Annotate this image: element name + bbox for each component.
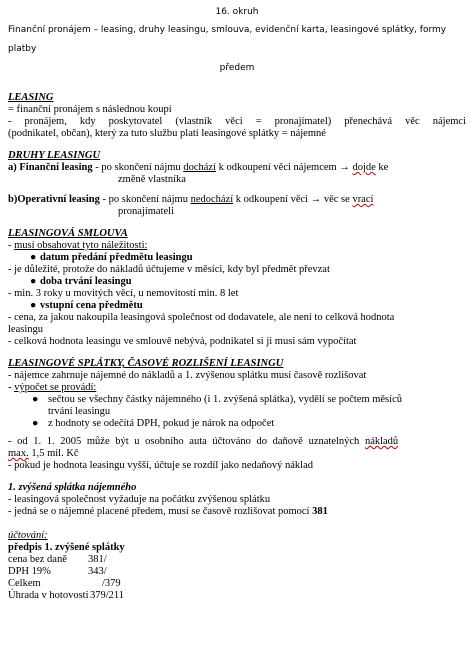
financni-leasing-row: a) Finanční leasing - po skončení nájmu dochází k odkoupení věci nájemcem → dojde ke	[8, 162, 389, 173]
smlouva-heading: LEASINGOVÁ SMLOUVA	[8, 228, 128, 239]
document-title	[8, 21, 466, 78]
table-row: DPH 19% 343/	[8, 566, 107, 577]
splatky-heading: LEASINGOVÉ SPLÁTKY, ČASOVÉ ROZLIŠENÍ LEASINGU	[8, 358, 284, 369]
table-row: Celkem /379	[8, 578, 121, 589]
okruh-label: 16. okruh	[215, 7, 259, 17]
smlouva-line-2: - je důležité, protože do nákladů účtujeme v měsíci, kdy byl předmět převzat	[8, 264, 330, 275]
uctovani-subheading: předpis 1. zvýšené splátky	[8, 542, 125, 553]
operativni-leasing-term: b)Operativní leasing	[8, 194, 100, 205]
zvysena-line-2: - jedná se o nájemné placené předem, musí se časově rozlišovat pomocí 381	[8, 506, 328, 517]
splatky-line-3: - od 1. 1. 2005 může být u osobního auta účtováno do daňově uznatelných nákladů	[8, 436, 399, 447]
uctovani-heading: účtování:	[8, 530, 48, 541]
splatky-line-4: - pokud je hodnota leasingu vyšší, účtuje se rozdíl jako nedaňový náklad	[8, 460, 314, 471]
operativni-leasing-line-2: pronajímateli	[118, 206, 174, 217]
list-item: ● vstupní cena předmětu	[30, 300, 143, 311]
table-row: Úhrada v hotovosti 379/211	[8, 590, 125, 601]
druhy-heading: DRUHY LEASINGU	[8, 150, 101, 161]
leasing-line-1: = finanční pronájem s následnou koupí	[8, 104, 172, 115]
dochazi-word: dochází	[183, 162, 216, 173]
zvysena-heading: 1. zvýšená splátka nájemného	[8, 482, 137, 493]
leasing-line-2: - pronájem, kdy poskytovatel (vlastník věci = pronajímatel) přenechává věc nájemci	[8, 116, 466, 127]
uctovani-table	[8, 554, 466, 602]
list-item: ● z hodnoty se odečítá DPH, pokud je nárok na odpočet	[32, 418, 275, 429]
smlouva-line-4b: leasingu	[8, 324, 43, 335]
list-item: ● doba trvání leasingu	[30, 276, 132, 287]
operativni-leasing-row: b)Operativní leasing - po skončení nájmu nedochází k odkoupení věci → věc se vrací	[8, 194, 374, 205]
bullet-icon: ●	[32, 418, 39, 429]
smlouva-line-4: - cena, za jakou nakoupila leasingová společnost od dodavatele, ale není to celková hodnota	[8, 312, 395, 323]
list-item-continued: trvání leasingu	[48, 406, 111, 417]
financni-leasing-line-2: změně vlastníka	[118, 174, 186, 185]
splatky-line-3b: max. 1,5 mil. Kč	[8, 448, 79, 459]
smlouva-line-3: - min. 3 roky u movitých věcí, u nemovitostí min. 8 let	[8, 288, 239, 299]
document-page	[8, 6, 466, 602]
leasing-line-3: (podnikatel, občan), který za tuto službu platí leasingové splátky = nájemné	[8, 128, 326, 139]
smlouva-line-1: - musí obsahovat tyto náležitosti:	[8, 240, 148, 251]
arrow-icon: →	[310, 194, 322, 205]
nedochazi-word: nedochází	[190, 194, 234, 205]
bullet-icon: ●	[30, 276, 37, 287]
list-item: ● sečtou se všechny částky nájemného (i 1. zvýšená splátka), vydělí se počtem měsíců	[32, 394, 402, 405]
leasing-heading: LEASING	[8, 92, 54, 103]
zvysena-line-1: - leasingová společnost vyžaduje na počátku zvýšenou splátku	[8, 494, 271, 505]
splatky-line-2: - výpočet se provádí:	[8, 382, 97, 393]
title-line-1: Finanční pronájem – leasing, druhy leasingu, smlouva, evidenční karta, leasingové splátky, formy platby	[8, 25, 447, 54]
list-item: ● datum předání předmětu leasingu	[30, 252, 193, 263]
splatky-line-1: - nájemce zahrnuje nájemné do nákladů a 1. zvýšenou splátku musí časově rozlišovat	[8, 370, 367, 381]
bullet-icon: ●	[30, 300, 37, 311]
smlouva-line-5: - celková hodnota leasingu ve smlouvě nebývá, podnikatel si ji musí sám vypočítat	[8, 336, 357, 347]
title-line-2: předem	[219, 63, 255, 73]
table-row: cena bez daně 381/	[8, 554, 107, 565]
financni-leasing-term: a) Finanční leasing	[8, 162, 93, 173]
arrow-icon: →	[339, 162, 350, 173]
bullet-icon: ●	[32, 394, 39, 405]
bullet-icon: ●	[30, 252, 37, 263]
